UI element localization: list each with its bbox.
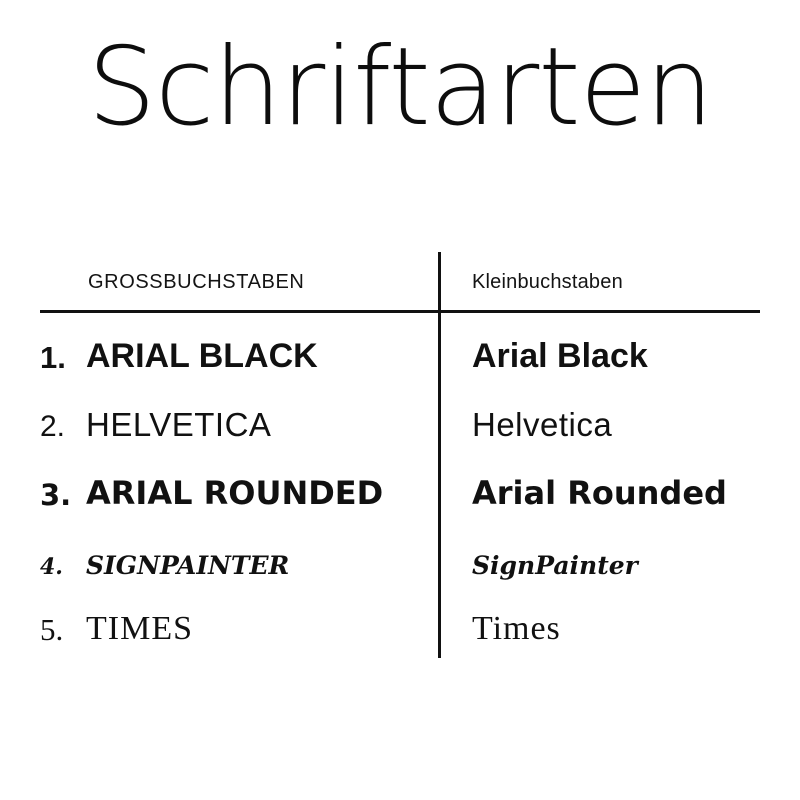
row-uppercase-sample: TIMES: [86, 610, 193, 647]
column-header-lowercase: Kleinbuchstaben: [472, 271, 623, 293]
row-uppercase-sample: ARIAL ROUNDED: [86, 474, 384, 512]
table-row: [40, 314, 760, 382]
table-row: [40, 518, 760, 586]
table-body: [40, 314, 760, 654]
table-row: [40, 382, 760, 450]
header-divider: [40, 310, 760, 313]
row-number: 2.: [40, 410, 66, 443]
row-lowercase-sample: Arial Black: [472, 337, 648, 375]
font-comparison-table: [40, 258, 760, 668]
row-number: 5.: [40, 612, 64, 647]
row-uppercase-sample: SIGNPAINTER: [86, 551, 290, 580]
row-lowercase-sample: Arial Rounded: [472, 474, 727, 512]
row-number: 4.: [40, 554, 63, 580]
row-number: 1.: [40, 340, 66, 375]
table-header-row: [40, 258, 760, 308]
row-lowercase-sample: Helvetica: [472, 406, 613, 443]
page-title: Schriftarten: [87, 25, 713, 150]
row-number: 3.: [40, 478, 72, 512]
row-uppercase-sample: HELVETICA: [86, 406, 272, 443]
row-lowercase-sample: Times: [472, 610, 561, 647]
column-header-uppercase: GROSSBUCHSTABEN: [88, 271, 305, 293]
table-row: [40, 450, 760, 518]
table-row: [40, 586, 760, 654]
row-uppercase-sample: ARIAL BLACK: [86, 337, 318, 375]
row-lowercase-sample: SignPainter: [472, 551, 638, 580]
